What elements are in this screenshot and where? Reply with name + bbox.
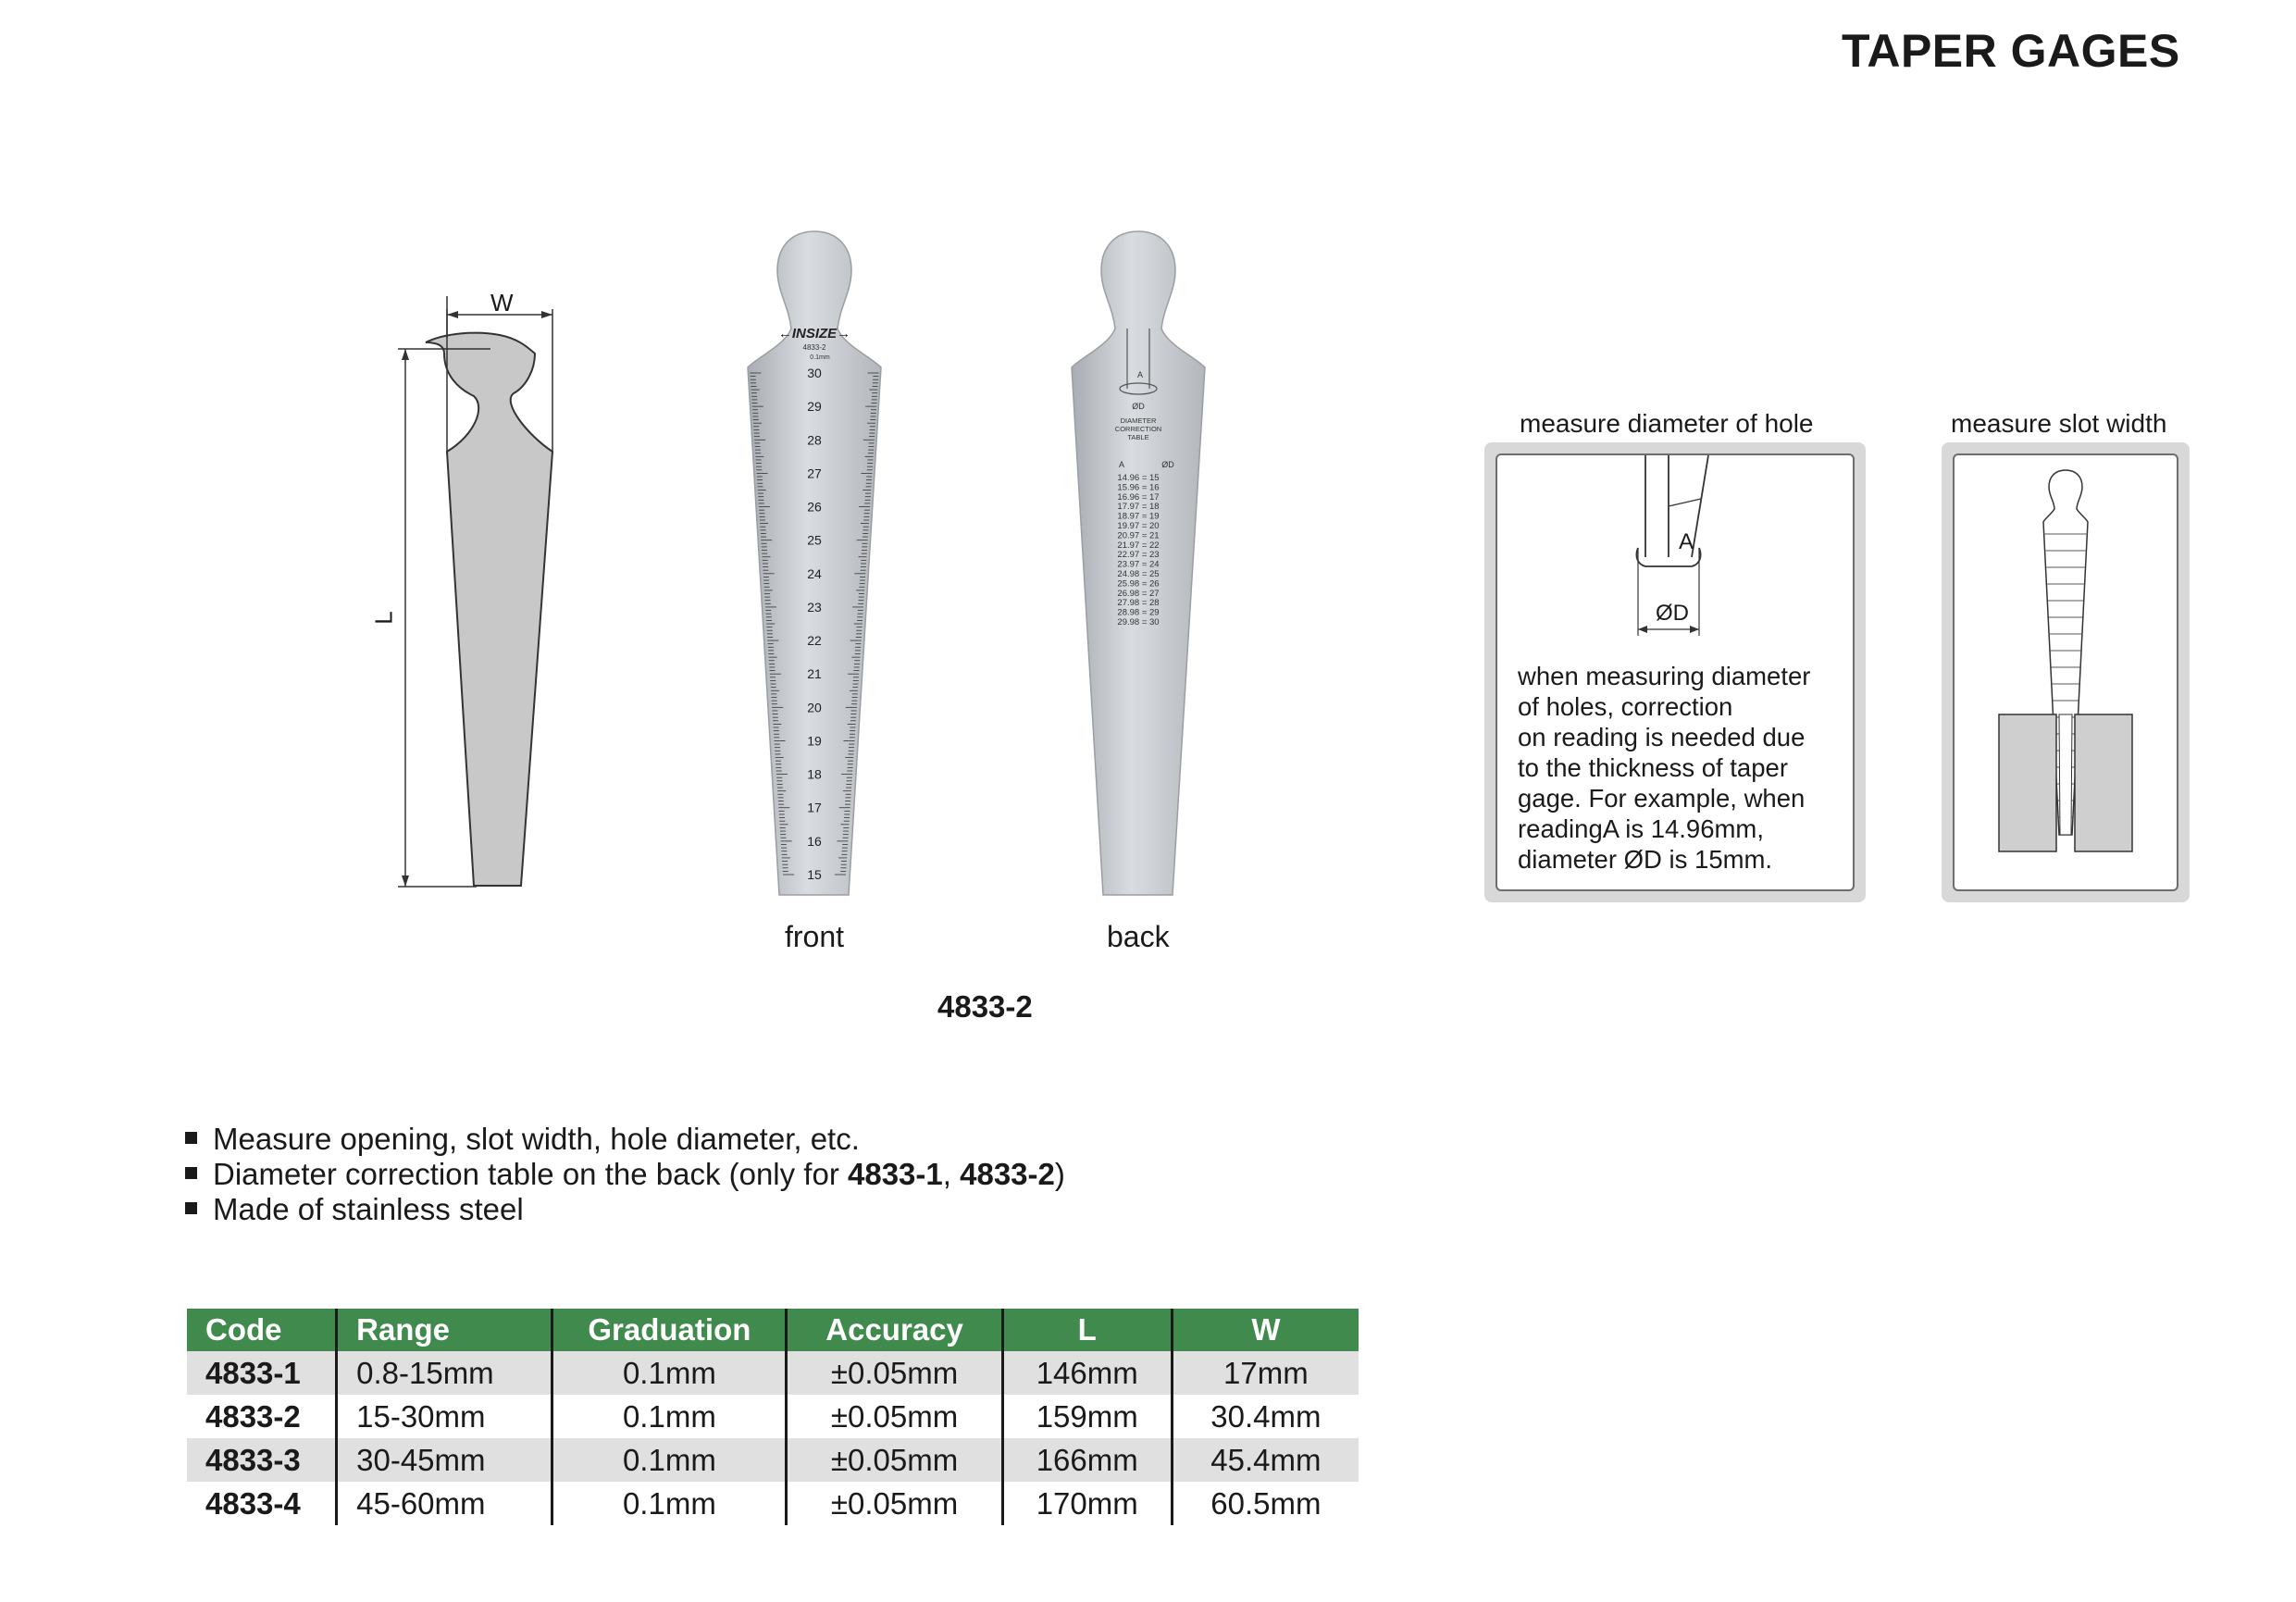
scale-number: 24 — [807, 565, 822, 581]
col-graduation: Graduation — [552, 1309, 787, 1351]
slot-panel — [1942, 442, 2190, 902]
table-header-row — [187, 1309, 1359, 1351]
table-row-text: 16.96 = 17 — [1117, 491, 1160, 503]
gage-outline — [426, 333, 552, 886]
feature-list — [185, 1122, 1065, 1227]
note-line: of holes, correction — [1518, 692, 1733, 721]
feature-text: Measure opening, slot width, hole diameter, etc. — [213, 1122, 860, 1156]
w-arrow-right — [541, 311, 552, 318]
cell-l: 146mm — [1002, 1351, 1172, 1395]
d-arrow-right — [1690, 626, 1699, 633]
cell-range: 45-60mm — [337, 1482, 552, 1525]
cell-l: 170mm — [1002, 1482, 1172, 1525]
feature-model-code: 4833-2 — [960, 1157, 1055, 1191]
scale-number: 30 — [807, 366, 822, 380]
table-row-text: 18.97 = 19 — [1117, 511, 1160, 522]
cell-w: 17mm — [1172, 1351, 1359, 1395]
table-col-d: ØD — [1161, 460, 1174, 469]
feature-text: , — [942, 1157, 961, 1191]
col-range: Range — [337, 1309, 552, 1351]
cell-range: 0.8-15mm — [337, 1351, 552, 1395]
table-row — [187, 1351, 1359, 1395]
slot-gage-in-slot — [2059, 714, 2072, 835]
feature-text: ) — [1054, 1157, 1065, 1191]
hole-panel — [1484, 442, 1866, 902]
scale-number: 18 — [807, 766, 822, 782]
scale-number: 17 — [807, 800, 822, 815]
cell-graduation: 0.1mm — [552, 1395, 787, 1438]
col-w: W — [1172, 1309, 1359, 1351]
table-row-text: 15.96 = 16 — [1117, 482, 1160, 493]
scale-number: 27 — [807, 466, 822, 481]
front-caption: front — [785, 920, 845, 953]
table-title: CORRECTION — [1114, 425, 1162, 433]
col-code: Code — [187, 1309, 337, 1351]
front-model-text: 4833-2 — [802, 343, 826, 352]
cell-code: 4833-1 — [187, 1351, 337, 1395]
slot-block-right — [2075, 714, 2132, 851]
scale-number: 23 — [807, 599, 822, 615]
hole-d-label: ØD — [1656, 601, 1689, 626]
col-l: L — [1002, 1309, 1172, 1351]
bullet-icon — [185, 1202, 197, 1214]
back-caption: back — [1107, 920, 1170, 953]
cell-graduation: 0.1mm — [552, 1351, 787, 1395]
hole-a-label: A — [1679, 529, 1694, 554]
cell-range: 30-45mm — [337, 1438, 552, 1482]
col-accuracy: Accuracy — [787, 1309, 1002, 1351]
width-label: W — [490, 289, 514, 317]
table-row-text: 20.97 = 21 — [1117, 530, 1160, 541]
length-label: L — [369, 611, 398, 625]
w-arrow-left — [447, 311, 458, 318]
d-arrow-left — [1638, 626, 1647, 633]
feature-item — [185, 1157, 1065, 1192]
gage-front-image — [740, 227, 888, 902]
feature-model-code: 4833-1 — [848, 1157, 943, 1191]
gage-back-image — [1064, 227, 1212, 902]
scale-number: 28 — [807, 432, 822, 448]
table-row-text: 14.96 = 15 — [1117, 473, 1160, 483]
bullet-icon — [185, 1167, 197, 1179]
gage-step-line — [1669, 499, 1701, 506]
cell-w: 60.5mm — [1210, 1485, 1322, 1521]
page-title: TAPER GAGES — [1842, 25, 2180, 77]
cell-l: 166mm — [1002, 1438, 1172, 1482]
cell-code: 4833-2 — [187, 1395, 337, 1438]
slot-measure-illustration — [1955, 455, 2177, 889]
table-row-text: 26.98 = 27 — [1117, 588, 1160, 599]
cell-accuracy: ±0.05mm — [787, 1438, 1002, 1482]
note-line: on reading is needed due — [1518, 723, 1806, 751]
cell-accuracy: ±0.05mm — [787, 1351, 1002, 1395]
scale-number: 21 — [807, 666, 822, 682]
table-row-text: 17.97 = 18 — [1117, 502, 1160, 513]
scale-number: 19 — [807, 733, 822, 749]
table-row-text: 19.97 = 20 — [1117, 521, 1160, 531]
table-title: DIAMETER — [1120, 416, 1157, 425]
hole-note — [1518, 661, 1851, 875]
taper-gage-outline-diagram — [370, 296, 583, 907]
cell-graduation: 0.1mm — [552, 1438, 787, 1482]
table-row — [187, 1438, 1359, 1482]
note-line: to the thickness of taper — [1518, 753, 1788, 782]
cell-graduation: 0.1mm — [552, 1482, 787, 1525]
table-row-text: 27.98 = 28 — [1117, 598, 1160, 609]
feature-item — [185, 1192, 1065, 1227]
model-label: 4833-2 — [937, 989, 1033, 1024]
table-row-text: 22.97 = 23 — [1117, 550, 1160, 561]
front-resolution-text: 0.1mm — [810, 354, 830, 361]
gage-edge-right — [1692, 455, 1708, 557]
spec-table — [187, 1309, 1359, 1525]
table-row-text: 28.98 = 29 — [1117, 607, 1160, 618]
note-line: readingA is 14.96mm, — [1518, 814, 1764, 843]
note-line: diameter ØD is 15mm. — [1518, 845, 1773, 874]
cell-code: 4833-3 — [187, 1438, 337, 1482]
scale-number: 29 — [807, 399, 822, 415]
slot-block-left — [1999, 714, 2056, 851]
scale-number: 15 — [807, 867, 822, 882]
back-a-label: A — [1136, 370, 1144, 379]
cell-accuracy: ±0.05mm — [787, 1482, 1002, 1525]
table-row — [187, 1395, 1359, 1438]
scale-number: 26 — [807, 499, 822, 515]
table-col-a: A — [1118, 460, 1125, 469]
brand-logo: ←INSIZE→ — [777, 326, 851, 342]
cell-w: 30.4mm — [1210, 1398, 1322, 1434]
cell-range: 15-30mm — [337, 1395, 552, 1438]
scale-number: 16 — [807, 833, 822, 849]
feature-text: Made of stainless steel — [213, 1192, 524, 1226]
scale-number: 22 — [807, 633, 822, 649]
scale-number: 25 — [807, 532, 822, 548]
note-line: when measuring diameter — [1518, 662, 1811, 690]
note-line: gage. For example, when — [1518, 784, 1806, 813]
table-row — [187, 1482, 1359, 1525]
hole-panel-caption: measure diameter of hole — [1520, 409, 1814, 438]
table-row-text: 24.98 = 25 — [1117, 569, 1160, 579]
cell-l: 159mm — [1002, 1395, 1172, 1438]
back-d-label: ØD — [1132, 402, 1145, 411]
l-arrow-top — [402, 349, 409, 360]
l-arrow-bottom — [402, 876, 409, 887]
bullet-icon — [185, 1132, 197, 1144]
table-title: TABLE — [1127, 433, 1149, 441]
cell-accuracy: ±0.05mm — [787, 1395, 1002, 1438]
cell-code: 4833-4 — [187, 1482, 337, 1525]
table-row-text: 21.97 = 22 — [1117, 540, 1160, 551]
feature-item — [185, 1122, 1065, 1157]
slot-panel-caption: measure slot width — [1951, 409, 2167, 438]
scale-number: 20 — [807, 700, 822, 715]
hole-panel-inner — [1496, 453, 1855, 891]
table-row-text: 25.98 = 26 — [1117, 578, 1160, 590]
table-row-text: 29.98 = 30 — [1117, 617, 1160, 627]
table-row-text: 23.97 = 24 — [1117, 559, 1160, 570]
feature-text: Diameter correction table on the back (only for — [213, 1157, 848, 1191]
slot-panel-inner — [1953, 453, 2178, 891]
cell-w: 45.4mm — [1172, 1438, 1359, 1482]
